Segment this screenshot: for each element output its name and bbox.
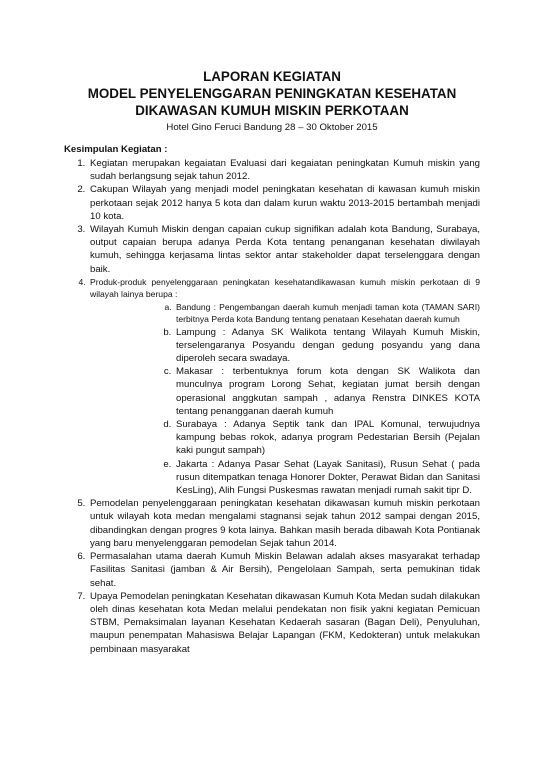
conclusion-heading: Kesimpulan Kegiatan : — [64, 144, 168, 155]
list-item: 6. Permasalahan utama daerah Kumuh Miskin Belawan adalah akses masyarakat terhadap Fasilitas Sanitasi (jamban & Air Bersih), Pengelolaan Sampah, serta pemukinan tidak sehat. — [88, 550, 480, 590]
sub-list-item: e. Jakarta : Adanya Pasar Sehat (Layak Sanitasi), Rusun Sehat ( pada rusun ditempatkan tenaga Honorer Dokter, Perawat Bidan dan Sanitasi KesLing), Alih Fungsi Puskesmas rawatan menjadi rumah sakit tipr D. — [174, 458, 480, 498]
list-item: 3. Wilayah Kumuh Miskin dengan capaian cukup signifikan adalah kota Bandung, Surabaya, output capaian berupa adanya Perda Kota tentang penanganan kesehatan diwilayah kumuh, sehingga kerjasama lintas sektor antar stakeholder dapat terselenggara dengan baik. — [88, 223, 480, 276]
list-item: 7. Upaya Pemodelan peningkatan Kesehatan dikawasan Kumuh Kota Medan sudah dilakukan oleh dinas kesehatan kota Medan melalui pendekatan non fisik yakni kegiatan Pemicuan STBM, Pemaksimalan layanan Kesehatan Kedaerah sasaran (Bagan Deli), Penyuluhan, maupun penempatan Mahasiswa Belajar Lapangan (FKM, Kedokteran) untuk melakukan pembinaan masyarakat — [88, 590, 480, 656]
sub-list-item: c. Makasar : terbentuknya forum kota dengan SK Walikota dan munculnya program Lorong Sehat, kegiatan jumat bersih dengan operasional anggkutan sampah , adanya Renstra DINKES KOTA tentang penangganan daerah kumuh — [174, 365, 480, 418]
list-item — [88, 276, 480, 497]
list-item-text: Produk-produk penyelenggaraan peningkatan kesehatandikawasan kumuh miskin perkotaan di 9 wilayah lainya berupa : — [90, 276, 480, 300]
sub-list-item: d. Surabaya : Adanya Septik tank dan IPAL Komunal, terwujudnya kampung bebas rokok, adanya program Pedestarian Bersih (Pejalan kaki pungut sampah) — [174, 418, 480, 458]
report-title-line-1: LAPORAN KEGIATAN — [203, 69, 341, 84]
report-title-line-2: MODEL PENYELENGGARAN PENINGKATAN KESEHATAN — [87, 86, 457, 101]
list-item: 2. Cakupan Wilayah yang menjadi model peningkatan kesehatan di kawasan kumuh miskin perkotaan sejak 2012 hanya 5 kota dan dalam kurun waktu 2013-2015 bertambah menjadi 10 kota. — [88, 183, 480, 223]
list-item: 5. Pemodelan penyelenggaraan peningkatan kesehatan dikawasan kumuh miskin perkotaan untuk wilayah kota medan mengalami stagnansi sejak tahun 2012 sampai dengan 2015, dibandingkan dengan progres 9 kota lainya. Bahkan masih berada dibawah Kota Pontianak yang baru menyelenggaran pemodelan Sejak tahun 2014. — [88, 497, 480, 550]
report-subtitle: Hotel Gino Feruci Bandung 28 – 30 Oktober 2015 — [166, 122, 378, 133]
sub-list-item: a. Bandung : Pengembangan daerah kumuh menjadi taman kota (TAMAN SARI) terbitnya Perda kota Bandung tentang penataan Kesehatan daerah kumuh — [174, 301, 480, 325]
report-title-line-3: DIKAWASAN KUMUH MISKIN PERKOTAAN — [135, 103, 409, 118]
sub-list-item: b. Lampung : Adanya SK Walikota tentang Wilayah Kumuh Miskin, terselengaranya Posyandu dengan gedung posyandu yang dana diperoleh secara swadaya. — [174, 326, 480, 366]
conclusion-list — [64, 157, 480, 656]
list-item: 1. Kegiatan merupakan kegaiatan Evaluasi dari kegaiatan peningkatan Kumuh miskin yang sudah berlangsung sejak tahun 2012. — [88, 157, 480, 183]
city-products-list — [90, 301, 480, 497]
